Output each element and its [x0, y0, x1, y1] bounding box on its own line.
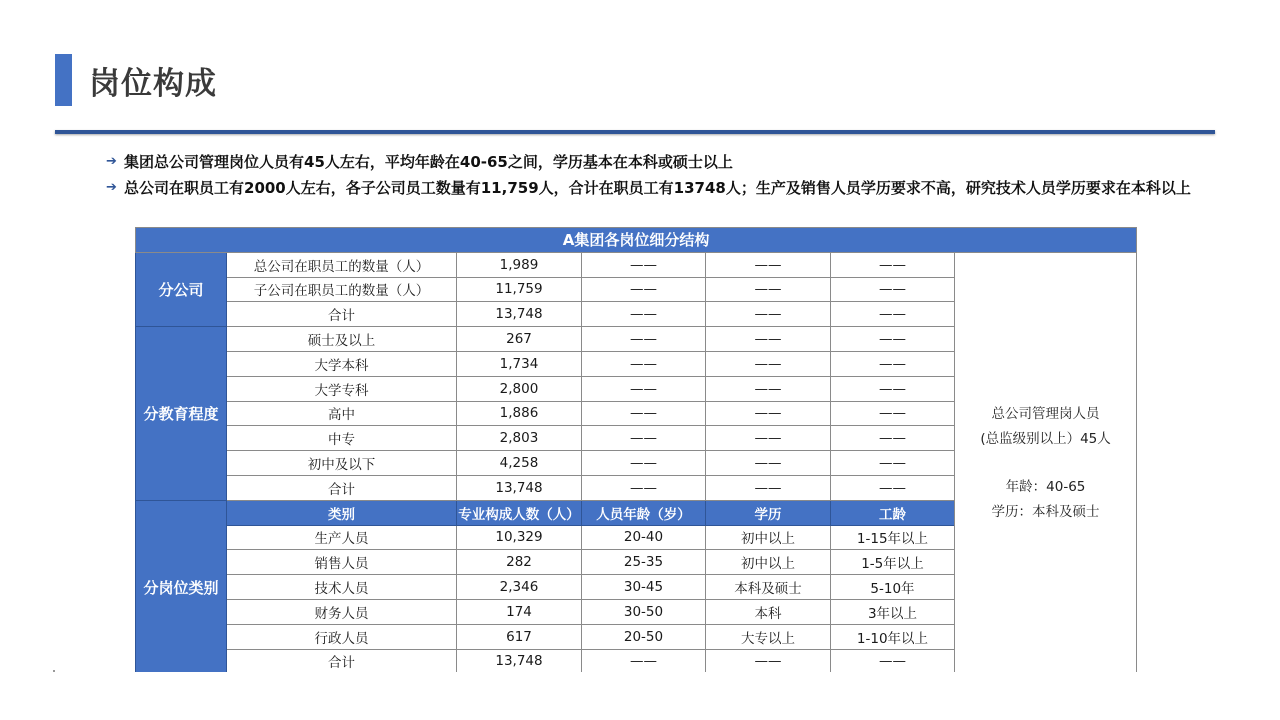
- dash-cell: ——: [582, 252, 706, 277]
- cell-value: 大专以上: [706, 624, 831, 649]
- arrow-right-icon: ➔: [106, 180, 117, 195]
- cell-value: 1-15年以上: [831, 525, 955, 550]
- row-label: 合计: [227, 302, 457, 327]
- side-note: [955, 252, 1137, 674]
- dash-cell: ——: [582, 302, 706, 327]
- row-label: 行政人员: [227, 624, 457, 649]
- cell-value: 本科及硕士: [706, 575, 831, 600]
- dash-cell: ——: [706, 252, 831, 277]
- row-label: 总公司在职员工的数量（人）: [227, 252, 457, 277]
- row-label: 初中及以下: [227, 451, 457, 476]
- slide-bottom-margin: [0, 672, 1280, 720]
- dash-cell: ——: [706, 351, 831, 376]
- cell-value: 13,748: [457, 475, 582, 500]
- dash-cell: ——: [582, 475, 706, 500]
- row-label: 生产人员: [227, 525, 457, 550]
- row-label: 大学专科: [227, 376, 457, 401]
- cell-value: 13,748: [457, 302, 582, 327]
- dash-cell: ——: [831, 277, 955, 302]
- dash-cell: ——: [831, 401, 955, 426]
- cell-value: 本科: [706, 599, 831, 624]
- dash-cell: ——: [582, 451, 706, 476]
- bullet-list: [106, 149, 1196, 201]
- dash-cell: ——: [582, 426, 706, 451]
- cell-value: 10,329: [457, 525, 582, 550]
- cell-value: 617: [457, 624, 582, 649]
- cell-value: 20-50: [582, 624, 706, 649]
- cell-value: 2,346: [457, 575, 582, 600]
- dash-cell: ——: [831, 351, 955, 376]
- dash-cell: ——: [831, 376, 955, 401]
- dash-cell: ——: [582, 351, 706, 376]
- dash-cell: ——: [706, 327, 831, 352]
- cell-value: 1-10年以上: [831, 624, 955, 649]
- cell-value: 初中以上: [706, 525, 831, 550]
- cell-value: 20-40: [582, 525, 706, 550]
- title-divider: [55, 130, 1215, 134]
- cell-value: 2,803: [457, 426, 582, 451]
- cell-value: 11,759: [457, 277, 582, 302]
- dash-cell: ——: [706, 426, 831, 451]
- page-title: 岗位构成: [89, 66, 217, 102]
- row-label: 大学本科: [227, 351, 457, 376]
- cell-value: 1,989: [457, 252, 582, 277]
- row-label: 合计: [227, 475, 457, 500]
- side-note-line: 年龄：40-65: [1005, 479, 1086, 496]
- dash-cell: ——: [706, 401, 831, 426]
- bullet-item: [106, 175, 1196, 201]
- arrow-right-icon: ➔: [106, 154, 117, 169]
- dash-cell: ——: [582, 277, 706, 302]
- row-label: 销售人员: [227, 550, 457, 575]
- position-structure-table: [135, 227, 1137, 674]
- cell-value: 13,748: [457, 649, 582, 674]
- cell-value: 1,886: [457, 401, 582, 426]
- row-label: 财务人员: [227, 599, 457, 624]
- dash-cell: ——: [831, 327, 955, 352]
- cell-value: 1,734: [457, 351, 582, 376]
- side-note-line: (总监级别以上）45人: [980, 430, 1111, 447]
- cell-value: 4,258: [457, 451, 582, 476]
- dash-cell: ——: [706, 302, 831, 327]
- cell-value: 1-5年以上: [831, 550, 955, 575]
- section-label: 分公司: [136, 252, 227, 326]
- dash-cell: ——: [831, 252, 955, 277]
- cell-value: 3年以上: [831, 599, 955, 624]
- dash-cell: ——: [831, 426, 955, 451]
- row-label: 硕士及以上: [227, 327, 457, 352]
- cell-value: 5-10年: [831, 575, 955, 600]
- bullet-text: 总公司在职员工有2000人左右，各子公司员工数量有11,759人，合计在职员工有13748人；生产及销售人员学历要求不高，研究技术人员学历要求在本科以上: [124, 179, 1191, 197]
- cell-value: 初中以上: [706, 550, 831, 575]
- column-header: 人员年龄（岁）: [582, 500, 706, 525]
- side-note-line: 总公司管理岗人员: [991, 406, 1100, 423]
- dash-cell: ——: [831, 302, 955, 327]
- side-note-line: 学历：本科及硕士: [991, 503, 1100, 520]
- cell-value: 25-35: [582, 550, 706, 575]
- row-label: 合计: [227, 649, 457, 674]
- slide-marker: [53, 670, 55, 672]
- bullet-item: [106, 149, 1196, 175]
- column-header: 专业构成人数（人）: [457, 500, 582, 525]
- cell-value: 267: [457, 327, 582, 352]
- dash-cell: ——: [831, 475, 955, 500]
- cell-value: 282: [457, 550, 582, 575]
- dash-cell: ——: [582, 327, 706, 352]
- dash-cell: ——: [831, 451, 955, 476]
- dash-cell: ——: [706, 277, 831, 302]
- dash-cell: ——: [582, 376, 706, 401]
- bullet-text: 集团总公司管理岗位人员有45人左右，平均年龄在40-65之间，学历基本在本科或硕士以上: [124, 153, 733, 171]
- column-header: 学历: [706, 500, 831, 525]
- column-header: 类别: [227, 500, 457, 525]
- cell-value: 174: [457, 599, 582, 624]
- title-accent-bar: [55, 54, 72, 106]
- dash-cell: ——: [706, 475, 831, 500]
- cell-value: 30-50: [582, 599, 706, 624]
- row-label: 子公司在职员工的数量（人）: [227, 277, 457, 302]
- dash-cell: ——: [706, 376, 831, 401]
- section-label: 分教育程度: [136, 327, 227, 501]
- row-label: 高中: [227, 401, 457, 426]
- row-label: 中专: [227, 426, 457, 451]
- cell-value: ——: [706, 649, 831, 674]
- section-label: 分岗位类别: [136, 500, 227, 674]
- dash-cell: ——: [582, 401, 706, 426]
- column-header: 工龄: [831, 500, 955, 525]
- cell-value: 2,800: [457, 376, 582, 401]
- dash-cell: ——: [706, 451, 831, 476]
- row-label: 技术人员: [227, 575, 457, 600]
- cell-value: ——: [831, 649, 955, 674]
- table-title: A集团各岗位细分结构: [136, 228, 1137, 253]
- cell-value: ——: [582, 649, 706, 674]
- cell-value: 30-45: [582, 575, 706, 600]
